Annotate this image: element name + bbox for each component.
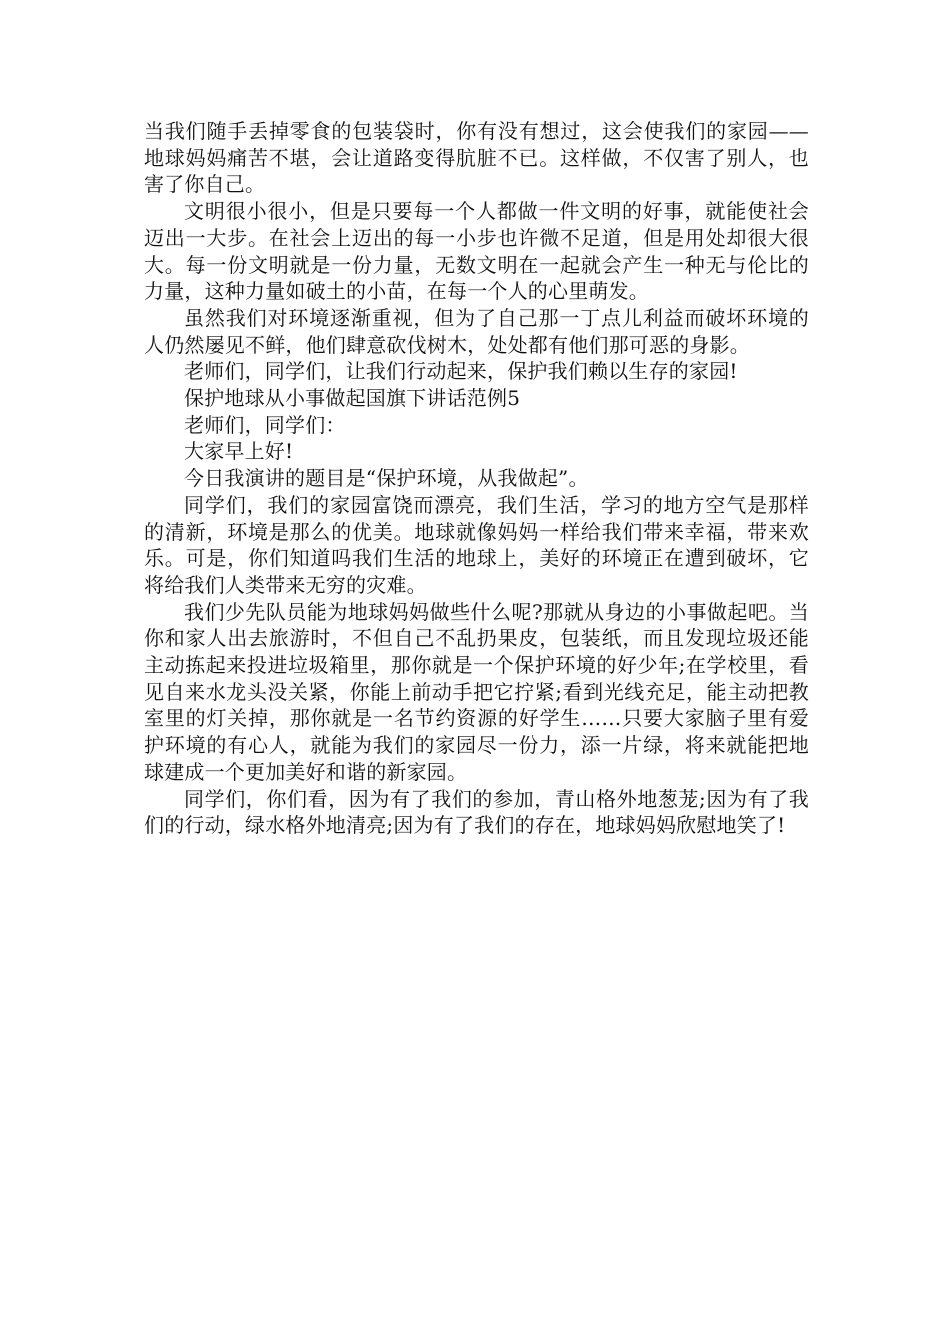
paragraph-conclusion: 同学们，你们看，因为有了我们的参加，青山格外地葱茏;因为有了我们的行动，绿水格外地清亮;因为有了我们的存在，地球妈妈欣慰地笑了! xyxy=(144,786,809,838)
paragraph-our-home: 同学们，我们的家园富饶而漂亮，我们生活，学习的地方空气是那样的清新，环境是那么的优美。地球就像妈妈一样给我们带来幸福，带来欢乐。可是，你们知道吗我们生活的地球上，美好的环境正在遭到破坏，它将给我们人类带来无穷的灾难。 xyxy=(144,492,809,597)
paragraph-civility: 文明很小很小，但是只要每一个人都做一件文明的好事，就能使社会迈出一大步。在社会上迈出的每一小步也许微不足道，但是用处却很大很大。每一份文明就是一份力量，无数文明在一起就会产生一种无与伦比的力量，这种力量如破土的小苗，在每一个人的心里萌发。 xyxy=(144,199,809,304)
greeting: 大家早上好! xyxy=(184,439,294,464)
salutation: 老师们，同学们： xyxy=(184,412,346,437)
speech-topic: 今日我演讲的题目是“保护环境，从我做起”。 xyxy=(184,466,589,491)
paragraph-small-things: 我们少先队员能为地球妈妈做些什么呢?那就从身边的小事做起吧。当你和家人出去旅游时，不但自己不乱扔果皮，包装纸，而且发现垃圾还能主动拣起来投进垃圾箱里，那你就是一个保护环境的好少年;在学校里，看见自来水龙头没关紧，你能上前动手把它拧紧;看到光线充足，能主动把教室里的灯关掉，那你就是一名节约资源的好学生……只要大家脑子里有爱护环境的有心人，就能为我们的家园尽一份力，添一片绿，将来就能把地球建成一个更加美好和谐的新家园。 xyxy=(144,599,809,784)
section-title: 保护地球从小事做起国旗下讲话范例5 xyxy=(184,386,521,411)
paragraph-call-to-action: 老师们，同学们，让我们行动起来，保护我们赖以生存的家园! xyxy=(184,359,738,384)
document-body xyxy=(144,118,809,839)
paragraph-litter: 当我们随手丢掉零食的包装袋时，你有没有想过，这会使我们的家园——地球妈妈痛苦不堪，会让道路变得肮脏不已。这样做，不仅害了别人，也害了你自己。 xyxy=(144,119,809,197)
paragraph-environment-damage: 虽然我们对环境逐渐重视，但为了自己那一丁点儿利益而破坏环境的人仍然屡见不鲜，他们肆意砍伐树木，处处都有他们那可恶的身影。 xyxy=(144,305,809,357)
